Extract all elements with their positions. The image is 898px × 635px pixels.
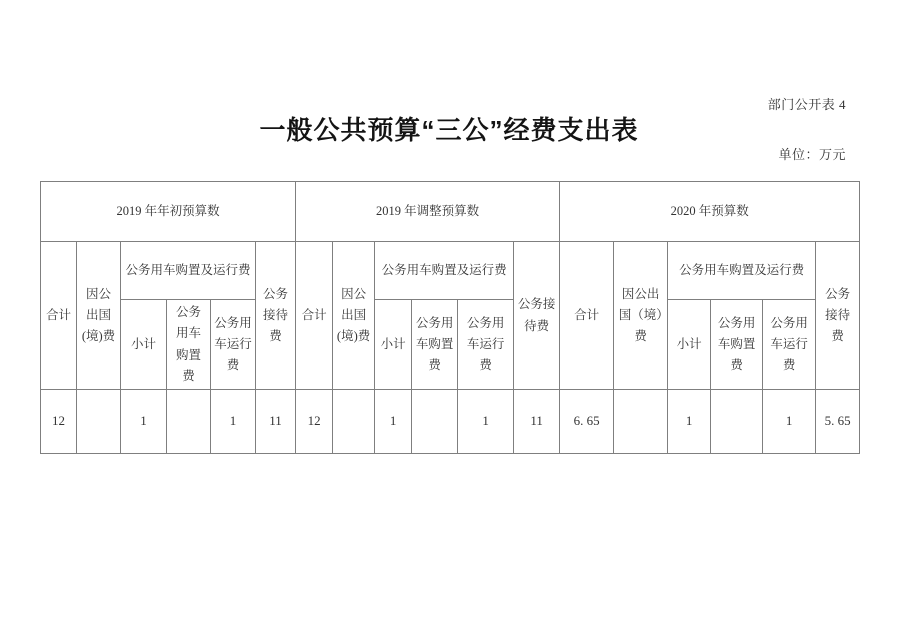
col-header-operation-2020: 公务用车运行费 (763, 300, 816, 390)
cell-reception-2019-adjusted: 11 (514, 390, 560, 454)
col-header-subtotal-2020: 小计 (668, 300, 711, 390)
group-header-2019-initial: 2019 年年初预算数 (41, 182, 296, 242)
col-header-operation-2019-initial: 公务用车运行费 (211, 300, 256, 390)
cell-subtotal-2019-adjusted: 1 (375, 390, 412, 454)
cell-subtotal-2020: 1 (668, 390, 711, 454)
col-header-total-2019-initial: 合计 (41, 242, 77, 390)
cell-total-2020: 6. 65 (560, 390, 614, 454)
col-header-subtotal-2019-adjusted: 小计 (375, 300, 412, 390)
col-header-reception-2019-initial: 公务接待费 (256, 242, 296, 390)
col-header-purchase-2020: 公务用车购置费 (711, 300, 763, 390)
col-header-operation-2019-adjusted: 公务用车运行费 (458, 300, 514, 390)
table-row-header-lower (41, 300, 860, 390)
col-header-total-2020: 合计 (560, 242, 614, 390)
cell-purchase-2019-initial (167, 390, 211, 454)
col-header-vehicle-2019-initial: 公务用车购置及运行费 (121, 242, 256, 300)
budget-table (40, 181, 860, 454)
table-row-group-titles (41, 182, 860, 242)
cell-total-2019-initial: 12 (41, 390, 77, 454)
group-header-2020: 2020 年预算数 (560, 182, 860, 242)
cell-subtotal-2019-initial: 1 (121, 390, 167, 454)
table-row-data (41, 390, 860, 454)
cell-operation-2019-adjusted: 1 (458, 390, 514, 454)
cell-operation-2019-initial: 1 (211, 390, 256, 454)
col-header-purchase-2019-adjusted: 公务用车购置费 (412, 300, 458, 390)
cell-reception-2020: 5. 65 (816, 390, 860, 454)
cell-total-2019-adjusted: 12 (296, 390, 333, 454)
col-header-vehicle-2020: 公务用车购置及运行费 (668, 242, 816, 300)
form-number-label: 部门公开表 4 (767, 97, 846, 112)
col-header-reception-2020: 公务接待费 (816, 242, 860, 390)
col-header-subtotal-2019-initial: 小计 (121, 300, 167, 390)
col-header-purchase-2019-initial: 公务用车购置费 (167, 300, 211, 390)
cell-purchase-2020 (711, 390, 763, 454)
col-header-abroad-2019-initial: 因公出国(境)费 (77, 242, 121, 390)
unit-label: 单位：万元 (778, 147, 846, 162)
cell-abroad-2020 (614, 390, 668, 454)
page-title: 一般公共预算“三公”经费支出表 (259, 115, 639, 145)
cell-abroad-2019-initial (77, 390, 121, 454)
cell-operation-2020: 1 (763, 390, 816, 454)
cell-reception-2019-initial: 11 (256, 390, 296, 454)
col-header-vehicle-2019-adjusted: 公务用车购置及运行费 (375, 242, 514, 300)
col-header-total-2019-adjusted: 合计 (296, 242, 333, 390)
cell-abroad-2019-adjusted (333, 390, 375, 454)
table-row-header-upper (41, 242, 860, 300)
cell-purchase-2019-adjusted (412, 390, 458, 454)
col-header-reception-2019-adjusted: 公务接待费 (514, 242, 560, 390)
col-header-abroad-2019-adjusted: 因公出国(境)费 (333, 242, 375, 390)
group-header-2019-adjusted: 2019 年调整预算数 (296, 182, 560, 242)
col-header-abroad-2020: 因公出国（境）费 (614, 242, 668, 390)
